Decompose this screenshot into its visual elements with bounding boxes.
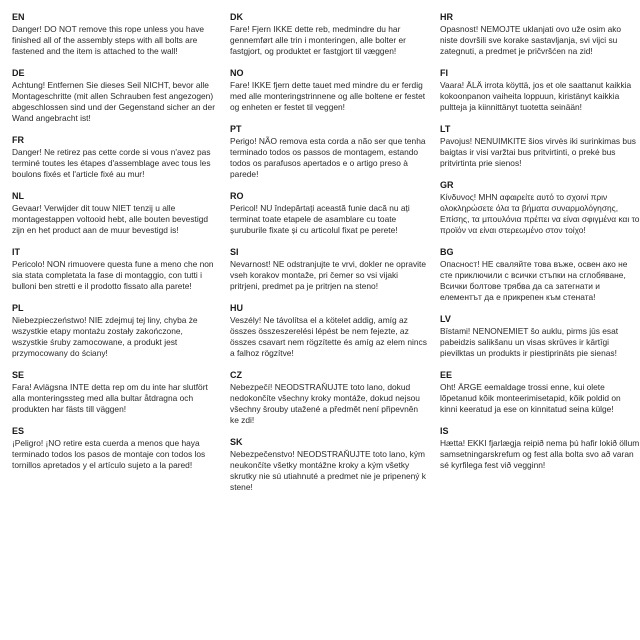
warning-hr (440, 12, 640, 57)
language-code: RO (230, 191, 244, 201)
warning-text: Perigo! NÃO remova esta corda a não ser que tenha terminado todos os passos de montagem, estando todos os parafusos apertados e o artigo preso à parede! (230, 136, 426, 179)
language-code: HR (440, 12, 453, 22)
warning-text: ¡Peligro! ¡NO retire esta cuerda a menos que haya terminado todos los pasos de montaje con todos los tornillos apretados y el artículo sujeto a la pared! (12, 438, 206, 470)
warning-hu (230, 303, 428, 359)
warning-text: Oht! ÄRGE eemaldage trossi enne, kui olete lõpetanud kõik monteerimisetapid, kõik poldid on kinni keeratud ja ese on kinnitatud seina külge! (440, 382, 621, 414)
warning-lt (440, 124, 640, 169)
warning-gr (440, 180, 640, 236)
warning-text: Pericol! NU îndepărtați această funie dacă nu ați terminat toate etapele de asamblare cu toate șuruburile fixate și cu articolul fixat pe perete! (230, 203, 410, 235)
language-code: IT (12, 247, 20, 257)
language-code: EN (12, 12, 25, 22)
warning-pl (12, 303, 218, 359)
column-1 (12, 12, 218, 640)
warning-en (12, 12, 218, 57)
warning-text: Pericolo! NON rimuovere questa fune a meno che non sia stata completata la fase di montaggio, con tutti i bulloni ben stretti e il prodotto fissato alla parete! (12, 259, 214, 291)
warning-text: Opasnost! NEMOJTE uklanjati ovo uže osim ako niste dovršili sve korake sastavljanja, svi vijci su zategnuti, a predmet je pričvršćen na zid! (440, 24, 622, 56)
warning-no (230, 68, 428, 113)
warning-text: Danger! DO NOT remove this rope unless you have finished all of the assembly steps with all bolts are fastened and the item is attached to the wall! (12, 24, 205, 56)
warning-text: Bīstami! NENONEMIET šo auklu, pirms jūs esat pabeidzis salikšanu un visas skrūves ir kārtīgi pievilktas un produkts ir piestiprināts pie sienas! (440, 326, 619, 358)
warning-fr (12, 135, 218, 180)
warning-text: Hætta! EKKI fjarlægja reipið nema þú hafir lokið öllum samsetningarskrefum og fest alla bolta svo að varan sé kyrfilega fest við vegginn! (440, 438, 640, 470)
warning-sk (230, 437, 428, 493)
language-code: GR (440, 180, 454, 190)
language-code: HU (230, 303, 243, 313)
language-code: NO (230, 68, 244, 78)
language-code: CZ (230, 370, 242, 380)
warning-text: Κίνδυνος! ΜΗΝ αφαιρείτε αυτό το σχοινί πριν ολοκληρώσετε όλα τα βήματα συναρμολόγησης, Επίσης, τα μπουλόνια πρέπει να είναι σφιγμένα και το προϊόν να είναι στερεωμένο στον τοίχο! (440, 192, 640, 235)
language-code: PT (230, 124, 242, 134)
warning-text: Vaara! ÄLÄ irrota köyttä, jos et ole saattanut kaikkia kokoonpanon vaiheita loppuun, kiristänyt kaikkia pultteja ja kiinnittänyt tuotetta seinään! (440, 80, 632, 112)
language-code: DK (230, 12, 243, 22)
warning-ro (230, 191, 428, 236)
warning-text: Fare! IKKE fjern dette tauet med mindre du er ferdig med alle monteringstrinnene og alle boltene er festet og enheten er festet til veggen! (230, 80, 426, 112)
warning-is (440, 426, 640, 471)
warning-it (12, 247, 218, 292)
warning-text: Nebezpečenstvo! NEODSTRAŇUJTE toto lano, kým neukončíte všetky montážne kroky a kým všetky skrutky nie sú utiahnuté a predmet nie je pripenený k stene! (230, 449, 426, 492)
warning-bg (440, 247, 640, 303)
warning-text: Niebezpieczeństwo! NIE zdejmuj tej liny, chyba że wszystkie etapy montażu zostały zakończone, wszystkie śruby zamocowane, a produkt jest przymocowany do ściany! (12, 315, 198, 358)
warning-cz (230, 370, 428, 426)
language-code: IS (440, 426, 449, 436)
language-code: ES (12, 426, 25, 436)
warning-text: Danger! Ne retirez pas cette corde si vous n'avez pas terminé toutes les étapes d'assemblage avec tous les boulons fixés et l'article fixé au mur! (12, 147, 211, 179)
warning-fi (440, 68, 640, 113)
language-code: PL (12, 303, 24, 313)
column-3 (440, 12, 640, 640)
warning-pt (230, 124, 428, 180)
warning-si (230, 247, 428, 292)
warning-text: Achtung! Entfernen Sie dieses Seil NICHT, bevor alle Montageschritte (mit allen Schrauben fest angezogen) abgeschlossen sind und der Gegenstand sicher an der Wand angebracht ist! (12, 80, 215, 123)
language-code: FI (440, 68, 448, 78)
language-code: BG (440, 247, 454, 257)
language-code: LT (440, 124, 451, 134)
warning-lv (440, 314, 640, 359)
warning-de (12, 68, 218, 124)
language-code: SI (230, 247, 239, 257)
warning-es (12, 426, 218, 471)
language-code: SE (12, 370, 25, 380)
warning-text: Gevaar! Verwijder dit touw NIET tenzij u alle montagestappen voltooid hebt, alle bouten bevestigd zijn en het product aan de muur bevestigd is! (12, 203, 209, 235)
warning-text: Fara! Avlägsna INTE detta rep om du inte har slutfört alla monteringssteg med alla bultar åtdragna och produkten har fästs till väggen! (12, 382, 208, 414)
warning-dk (230, 12, 428, 57)
language-code: SK (230, 437, 243, 447)
warning-se (12, 370, 218, 415)
language-code: DE (12, 68, 25, 78)
column-2 (230, 12, 428, 640)
warning-text: Veszély! Ne távolítsa el a kötelet addig, amíg az összes összeszerelési lépést be nem fejezte, az összes csavart nem rögzítette és amíg az elem nincs a falhoz rögzítve! (230, 315, 427, 358)
warning-text: Fare! Fjern IKKE dette reb, medmindre du har gennemført alle trin i monteringen, alle bolter er fastgjort, og produktet er fastgjort til væggen! (230, 24, 406, 56)
warning-nl (12, 191, 218, 236)
warning-ee (440, 370, 640, 415)
warning-text: Pavojus! NENUIMKITE šios virvės iki surinkimas bus baigtas ir visi varžtai bus pritvirtinti, o prekė bus pritvirtinta prie sienos! (440, 136, 636, 168)
language-code: FR (12, 135, 24, 145)
warning-text: Nebezpečí! NEODSTRAŇUJTE toto lano, dokud nedokončíte všechny kroky montáže, dokud nejsou všechny šrouby utažené a předmět není připevněn ke zdi! (230, 382, 420, 425)
language-code: LV (440, 314, 451, 324)
language-code: NL (12, 191, 24, 201)
language-code: EE (440, 370, 453, 380)
warning-text: Опасност! НЕ сваляйте това въже, освен ако не сте приключили с всички стъпки на сглобяване, Всички болтове трябва да са затегнати и елементът да е прикрепен към стената! (440, 259, 628, 302)
warning-text: Nevarnost! NE odstranjujte te vrvi, dokler ne opravite vseh korakov montaže, pri čemer so vsi vijaki pritrjeni, predmet pa je pritrjen na steno! (230, 259, 426, 291)
